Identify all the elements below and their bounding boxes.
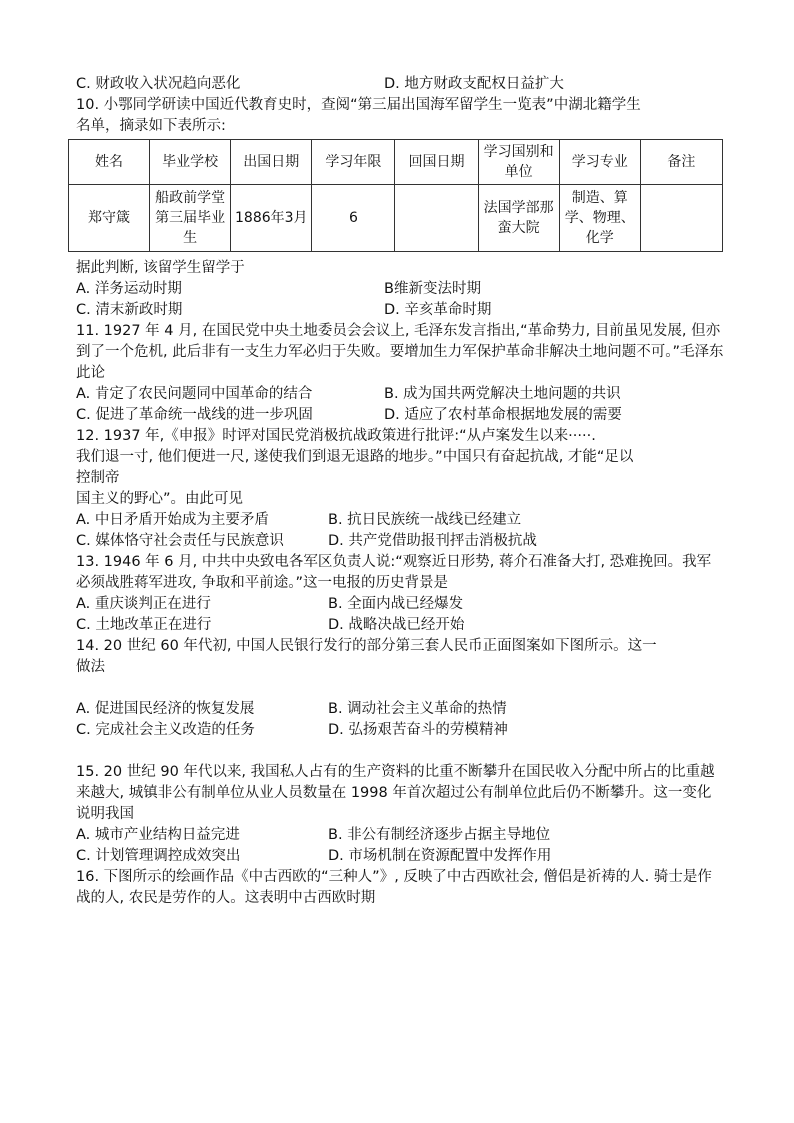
q13-option-a[interactable]: A. 重庆谈判正在进行 <box>76 596 211 612</box>
q11-option-a[interactable]: A. 肯定了农民问题同中国革命的结合 <box>76 386 313 402</box>
q12-options-row1 <box>76 510 724 531</box>
q9-options-row <box>76 74 724 95</box>
q12-stem-line1: 12. 1937 年,《申报》时评对国民党消极抗战政策进行批评:“从卢案发生以来·····. <box>76 428 596 444</box>
cell-school: 船政前学堂第三届毕业生 <box>150 185 231 252</box>
cell-return-date <box>395 185 478 252</box>
q15-stem: 15. 20 世纪 90 年代以来, 我国私人占有的生产资料的比重不断攀升在国民收入分配中所占的比重越来越大, 城镇非公有制单位从业人员数量在 1998 年首次超过公有制单位此后仍不断攀升。这一变化说明我国 <box>76 764 715 822</box>
q11-options-row1 <box>76 384 724 405</box>
q9-option-c[interactable]: C. 财政收入状况趋向恶化 <box>76 76 241 92</box>
header-major: 学习专业 <box>559 140 640 185</box>
header-name: 姓名 <box>69 140 150 185</box>
q14-stem-line1: 14. 20 世纪 60 年代初, 中国人民银行发行的部分第三套人民币正面图案如下图所示。这一 <box>76 638 657 654</box>
q10-option-b[interactable]: B维新变法时期 <box>384 281 481 297</box>
table-row <box>69 185 723 252</box>
q11-stem: 11. 1927 年 4 月, 在国民党中央土地委员会会议上, 毛泽东发言指出,“革命势力, 目前虽见发展, 但亦到了一个危机, 此后非有一支生力军必归于失败。要增加生力军保护革命非解决土地问题不可。”毛泽东此论 <box>76 323 724 381</box>
q12-option-a[interactable]: A. 中日矛盾开始成为主要矛盾 <box>76 512 269 528</box>
q13-option-d[interactable]: D. 战略决战已经开始 <box>328 617 465 633</box>
q10-stem-line2: 名单，摘录如下表所示: <box>76 118 226 134</box>
q11-option-c[interactable]: C. 促进了革命统一战线的进一步巩固 <box>76 407 313 423</box>
q14-option-c[interactable]: C. 完成社会主义改造的任务 <box>76 722 255 738</box>
q14-option-a[interactable]: A. 促进国民经济的恢复发展 <box>76 701 255 717</box>
q14-option-d[interactable]: D. 弘扬艰苦奋斗的劳模精神 <box>328 722 508 738</box>
header-departure-date: 出国日期 <box>231 140 312 185</box>
q14-options-row1 <box>76 699 724 720</box>
q15-options-row2 <box>76 846 724 867</box>
header-school: 毕业学校 <box>150 140 231 185</box>
student-table <box>68 139 723 252</box>
cell-major: 制造、算学、物理、化学 <box>559 185 640 252</box>
header-remarks: 备注 <box>640 140 722 185</box>
q10-option-d[interactable]: D. 辛亥革命时期 <box>384 302 492 318</box>
exam-page <box>76 74 724 909</box>
cell-name: 郑守箴 <box>69 185 150 252</box>
q10-stem-line1: 10. 小鄂同学研读中国近代教育史时，查阅“第三届出国海军留学生一览表”中湖北籍学生 <box>76 97 641 113</box>
q9-option-d[interactable]: D. 地方财政支配权日益扩大 <box>384 76 564 92</box>
q10-stem-line3: 据此判断, 该留学生留学于 <box>76 260 245 276</box>
q14-option-b[interactable]: B. 调动社会主义革命的热情 <box>328 701 507 717</box>
table-header-row <box>69 140 723 185</box>
q12-option-b[interactable]: B. 抗日民族统一战线已经建立 <box>328 512 522 528</box>
q12-stem-line3: 控制帝 <box>76 470 120 486</box>
cell-remarks <box>640 185 722 252</box>
spacer <box>76 741 724 762</box>
q11-option-b[interactable]: B. 成为国共两党解决土地问题的共识 <box>384 386 621 402</box>
q10-options-row1 <box>76 279 724 300</box>
q11-options-row2 <box>76 405 724 426</box>
q14-stem-line2: 做法 <box>76 659 105 675</box>
q10-options-row2 <box>76 300 724 321</box>
q13-options-row2 <box>76 615 724 636</box>
cell-country-unit: 法国学部那蛮大院 <box>478 185 559 252</box>
q16-stem: 16. 下图所示的绘画作品《中古西欧的“三种人”》, 反映了中古西欧社会, 僧侣是祈祷的人. 骑士是作战的人, 农民是劳作的人。这表明中古西欧时期 <box>76 869 712 906</box>
figure-gap <box>76 678 724 699</box>
q15-option-d[interactable]: D. 市场机制在资源配置中发挥作用 <box>328 848 552 864</box>
q15-option-a[interactable]: A. 城市产业结构日益完进 <box>76 827 240 843</box>
header-return-date: 回国日期 <box>395 140 478 185</box>
header-country-unit: 学习国别和单位 <box>478 140 559 185</box>
q11-option-d[interactable]: D. 适应了农村革命根据地发展的需要 <box>384 407 622 423</box>
cell-study-years: 6 <box>312 185 395 252</box>
q14-options-row2 <box>76 720 724 741</box>
q12-options-row2 <box>76 531 724 552</box>
q13-option-c[interactable]: C. 土地改革正在进行 <box>76 617 212 633</box>
q12-option-d[interactable]: D. 共产党借助报刊抨击消极抗战 <box>328 533 537 549</box>
q12-stem-line2: 我们退一寸, 他们便进一尺, 遂使我们到退无退路的地步。”中国只有奋起抗战, 才能“足以 <box>76 449 634 465</box>
q12-option-c[interactable]: C. 媒体恪守社会责任与民族意识 <box>76 533 284 549</box>
q13-option-b[interactable]: B. 全面内战已经爆发 <box>328 596 464 612</box>
cell-departure-date: 1886年3月 <box>231 185 312 252</box>
q15-option-b[interactable]: B. 非公有制经济逐步占据主导地位 <box>328 827 551 843</box>
q15-option-c[interactable]: C. 计划管理调控成效突出 <box>76 848 241 864</box>
q10-option-c[interactable]: C. 清末新政时期 <box>76 302 183 318</box>
header-study-years: 学习年限 <box>312 140 395 185</box>
q12-stem-line4: 国主义的野心”。由此可见 <box>76 491 244 507</box>
q10-option-a[interactable]: A. 洋务运动时期 <box>76 281 182 297</box>
q15-options-row1 <box>76 825 724 846</box>
q13-stem: 13. 1946 年 6 月, 中共中央致电各军区负责人说:“观察近日形势, 蒋介石准备大打, 恐难挽回。我军必须战胜蒋军进攻, 争取和平前途。”这一电报的历史背景是 <box>76 554 712 591</box>
q13-options-row1 <box>76 594 724 615</box>
